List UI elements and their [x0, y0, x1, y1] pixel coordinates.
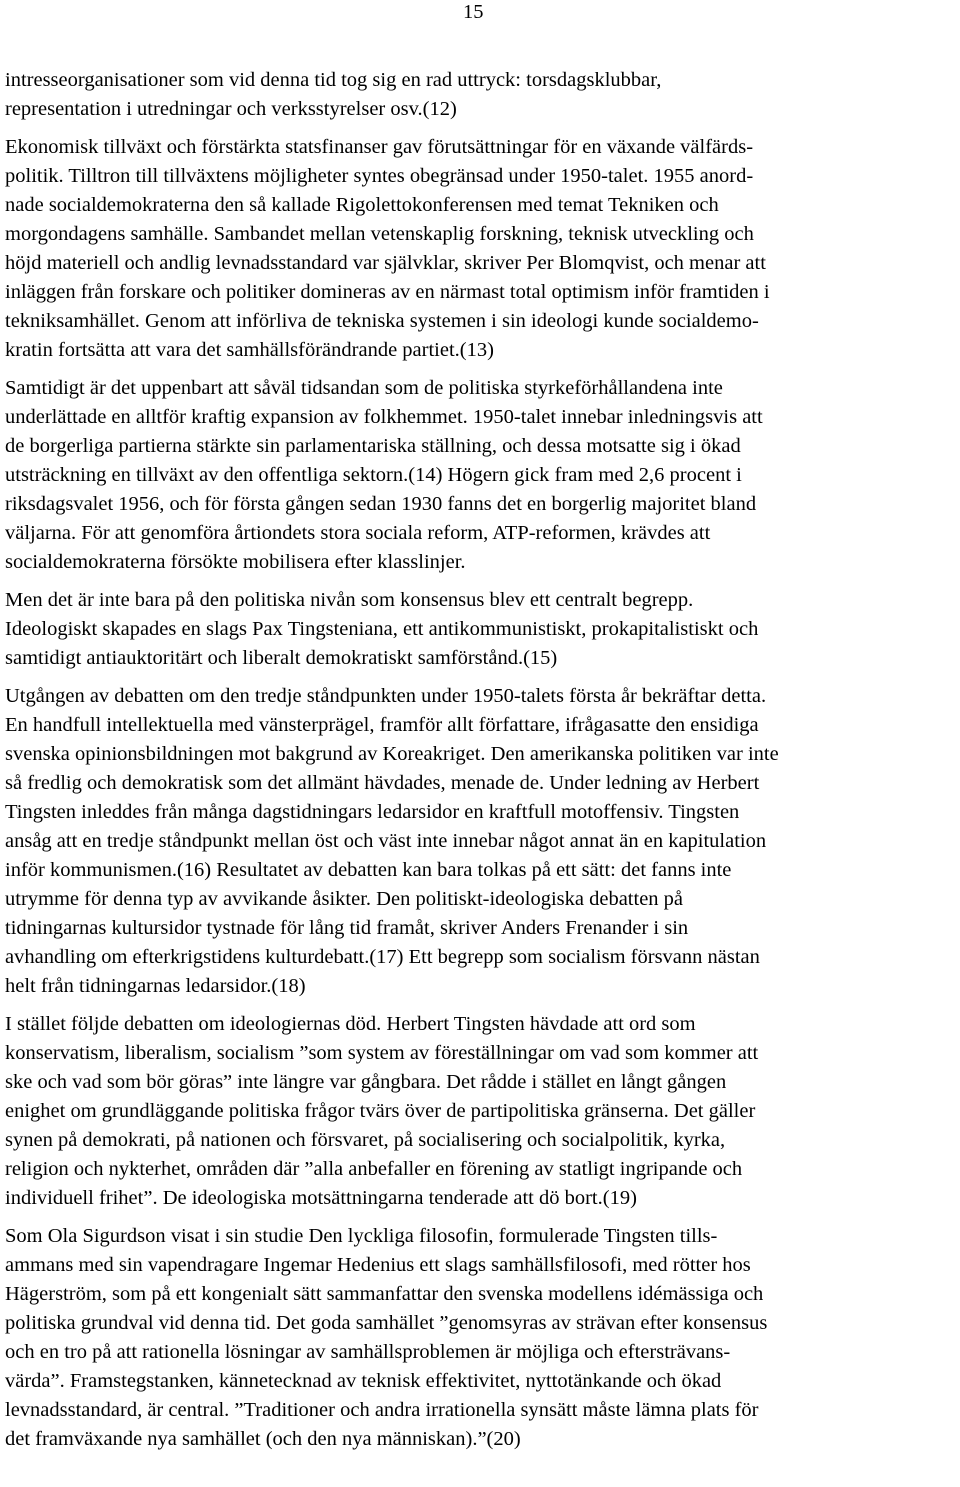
text-line: religion och nykterhet, områden där ”alla anbefaller en förening av statligt ingripande och	[5, 1158, 743, 1180]
paragraph-1	[5, 66, 960, 124]
paragraph-3	[5, 374, 960, 577]
text-line: levnadsstandard, är central. ”Traditioner och andra irrationella synsätt måste lämna plats för	[5, 1399, 759, 1421]
text-line: och en tro på att rationella lösningar av samhällsproblemen är möjliga och eftersträvans-	[5, 1341, 731, 1363]
text-line: Samtidigt är det uppenbart att såväl tidsandan som de politiska styrkeförhållandena inte	[5, 377, 723, 399]
paragraph-gap	[5, 365, 960, 374]
text-line: kratin fortsätta att vara det samhällsförändrande partiet.(13)	[5, 339, 494, 361]
text-line: Utgången av debatten om den tredje ståndpunkten under 1950-talets första år bekräftar detta.	[5, 685, 767, 707]
text-line: Tingsten inleddes från många dagstidningars ledarsidor en kraftfull motoffensiv. Tingsten	[5, 801, 740, 823]
text-line: tidningarnas kultursidor tystnade för lång tid framåt, skriver Anders Frenander i sin	[5, 917, 689, 939]
text-line: ansåg att en tredje ståndpunkt mellan öst och väst inte innebar något annat än en kapitulation	[5, 830, 767, 852]
paragraph-5	[5, 682, 960, 1001]
text-line: inför kommunismen.(16) Resultatet av debatten kan bara tolkas på ett sätt: det fanns inte	[5, 859, 732, 881]
paragraph-gap	[5, 124, 960, 133]
text-line: socialdemokraterna försökte mobilisera efter klasslinjer.	[5, 551, 466, 573]
text-line: avhandling om efterkrigstidens kulturdebatt.(17) Ett begrepp som socialism försvann nästan	[5, 946, 760, 968]
text-line: utsträckning en tillväxt av den offentliga sektorn.(14) Högern gick fram med 2,6 procent i	[5, 464, 742, 486]
text-line: politiska grundval vid denna tid. Det goda samhället ”genomsyras av strävan efter konsensus	[5, 1312, 768, 1334]
text-line: Ideologiskt skapades en slags Pax Tingsteniana, ett antikommunistiskt, prokapitalistiskt och	[5, 618, 759, 640]
paragraph-gap	[5, 673, 960, 682]
text-line: politik. Tilltron till tillväxtens möjligheter syntes obegränsad under 1950-talet. 1955 anord-	[5, 165, 754, 187]
text-line: intresseorganisationer som vid denna tid tog sig en rad uttryck: torsdagsklubbar,	[5, 69, 662, 91]
document-body	[5, 66, 960, 1454]
text-line: ammans med sin vapendragare Ingemar Hedenius ett slags samhällsfilosofi, med rötter hos	[5, 1254, 751, 1276]
text-line: Hägerström, som på ett kongenialt sätt sammanfattar den svenska modellens idémässiga och	[5, 1283, 764, 1305]
paragraph-gap	[5, 1213, 960, 1222]
text-line: värda”. Framstegstanken, kännetecknad av teknisk effektivitet, nyttotänkande och ökad	[5, 1370, 722, 1392]
text-line: representation i utredningar och verksstyrelser osv.(12)	[5, 98, 457, 120]
paragraph-gap	[5, 577, 960, 586]
text-line: helt från tidningarnas ledarsidor.(18)	[5, 975, 306, 997]
text-line: synen på demokrati, på nationen och försvaret, på socialisering och socialpolitik, kyrka,	[5, 1129, 726, 1151]
text-line: samtidigt antiauktoritärt och liberalt demokratiskt samförstånd.(15)	[5, 647, 558, 669]
text-line: individuell frihet”. De ideologiska motsättningarna tenderade att dö bort.(19)	[5, 1187, 637, 1209]
text-line: morgondagens samhälle. Sambandet mellan vetenskaplig forskning, teknisk utveckling och	[5, 223, 754, 245]
paragraph-7	[5, 1222, 960, 1454]
page-number: 15	[463, 1, 484, 23]
text-line: tekniksamhället. Genom att införliva de tekniska systemen i sin ideologi kunde socialdemo-	[5, 310, 759, 332]
paragraph-4	[5, 586, 960, 673]
text-line: det framväxande nya samhället (och den nya människan).”(20)	[5, 1428, 521, 1450]
text-line: höjd materiell och andlig levnadsstandard var självklar, skriver Per Blomqvist, och menar att	[5, 252, 766, 274]
text-line: de borgerliga partierna stärkte sin parlamentariska ställning, och dessa motsatte sig i ökad	[5, 435, 741, 457]
text-line: I stället följde debatten om ideologiernas död. Herbert Tingsten hävdade att ord som	[5, 1013, 696, 1035]
text-line: väljarna. För att genomföra årtiondets stora sociala reform, ATP-reformen, krävdes att	[5, 522, 711, 544]
text-line: riksdagsvalet 1956, och för första gången sedan 1930 fanns det en borgerlig majoritet bland	[5, 493, 757, 515]
text-line: ske och vad som bör göras” inte längre var gångbara. Det rådde i stället en långt gången	[5, 1071, 727, 1093]
text-line: En handfull intellektuella med vänsterprägel, framför allt författare, ifrågasatte den ensidiga	[5, 714, 759, 736]
text-line: Men det är inte bara på den politiska nivån som konsensus blev ett centralt begrepp.	[5, 589, 694, 611]
paragraph-gap	[5, 1001, 960, 1010]
text-line: underlättade en alltför kraftig expansion av folkhemmet. 1950-talet innebar inledningsvis att	[5, 406, 763, 428]
paragraph-2	[5, 133, 960, 365]
text-line: nade socialdemokraterna den så kallade Rigolettokonferensen med temat Tekniken och	[5, 194, 719, 216]
text-line: Ekonomisk tillväxt och förstärkta statsfinanser gav förutsättningar för en växande välfärds-	[5, 136, 754, 158]
text-line: utrymme för denna typ av avvikande åsikter. Den politiskt-ideologiska debatten på	[5, 888, 684, 910]
text-line: så fredlig och demokratisk som det allmänt hävdades, menade de. Under ledning av Herbert	[5, 772, 760, 794]
text-line: Som Ola Sigurdson visat i sin studie Den lyckliga filosofin, formulerade Tingsten tills-	[5, 1225, 718, 1247]
text-line: enighet om grundläggande politiska frågor tvärs över de partipolitiska gränserna. Det gäller	[5, 1100, 756, 1122]
paragraph-6	[5, 1010, 960, 1213]
text-line: svenska opinionsbildningen mot bakgrund av Koreakriget. Den amerikanska politiken var inte	[5, 743, 779, 765]
text-line: inläggen från forskare och politiker domineras av en närmast total optimism inför framtiden i	[5, 281, 770, 303]
text-line: konservatism, liberalism, socialism ”som system av föreställningar om vad som kommer att	[5, 1042, 759, 1064]
